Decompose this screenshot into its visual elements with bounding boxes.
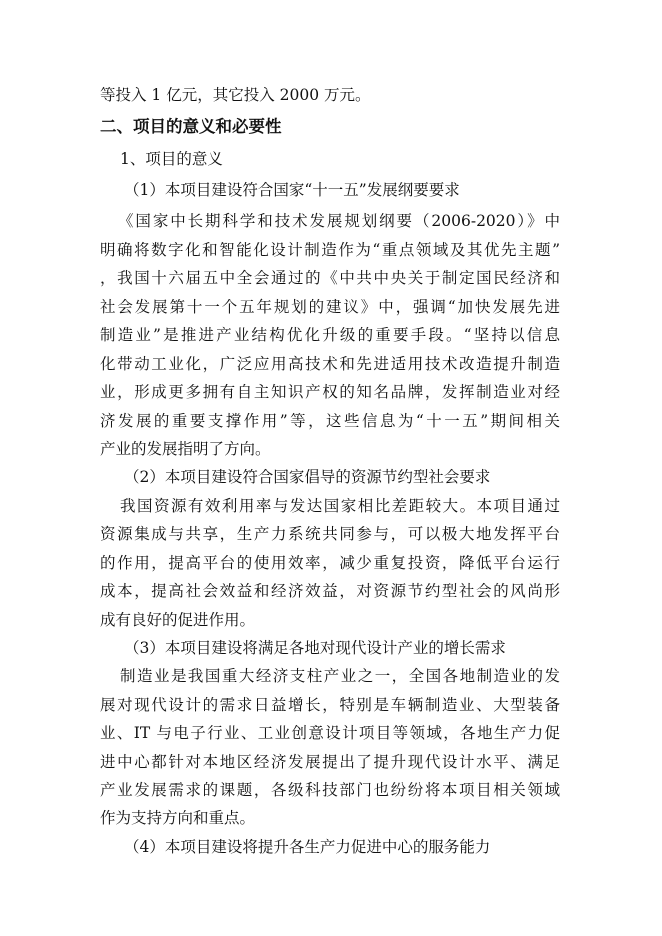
section-heading: 二、项目的意义和必要性 bbox=[100, 117, 282, 136]
item-heading-1: （1）本项目建设符合国家“十一五”发展纲要要求 bbox=[124, 181, 460, 199]
paragraph-line: 的作用，提高平台的使用效率，减少重复投资，降低平台运行 bbox=[100, 554, 560, 572]
paragraph-line: 济发展的重要支撑作用”等，这些信息为“十一五”期间相关 bbox=[100, 412, 560, 430]
paragraph-line: 成本，提高社会效益和经济效益，对资源节约型社会的风尚形 bbox=[100, 582, 560, 600]
paragraph-line: 业、IT 与电子行业、工业创意设计项目等领域，各地生产力促 bbox=[100, 724, 560, 742]
paragraph-line: 化带动工业化，广泛应用高技术和先进适用技术改造提升制造 bbox=[100, 355, 560, 373]
paragraph-line: 《国家中长期科学和技术发展规划纲要（2006-2020）》中 bbox=[118, 212, 560, 230]
paragraph-line: 明确将数字化和智能化设计制造作为“重点领域及其优先主题” bbox=[100, 241, 560, 259]
paragraph-line: 我国资源有效利用率与发达国家相比差距较大。本项目通过 bbox=[120, 497, 560, 515]
item-heading-2: （2）本项目建设符合国家倡导的资源节约型社会要求 bbox=[124, 468, 491, 486]
paragraph-line: 进中心都针对本地区经济发展提出了提升现代设计水平、满足 bbox=[100, 753, 560, 771]
paragraph-line: ，我国十六届五中全会通过的《中共中央关于制定国民经济和 bbox=[100, 269, 560, 287]
paragraph-line: 制造业”是推进产业结构优化升级的重要手段。“坚持以信息 bbox=[100, 326, 560, 344]
item-heading-4: （4）本项目建设将提升各生产力促进中心的服务能力 bbox=[124, 838, 491, 856]
paragraph-line: 展对现代设计的需求日益增长，特别是车辆制造业、大型装备 bbox=[100, 696, 560, 714]
paragraph-line: 制造业是我国重大经济支柱产业之一，全国各地制造业的发 bbox=[120, 667, 560, 685]
paragraph-line: 资源集成与共享，生产力系统共同参与，可以极大地发挥平台 bbox=[100, 525, 560, 543]
paragraph-line: 产业的发展指明了方向。 bbox=[100, 440, 271, 458]
paragraph-line: 作为支持方向和重点。 bbox=[100, 809, 256, 827]
paragraph-line: 成有良好的促进作用。 bbox=[100, 611, 256, 629]
paragraph-line: 产业发展需求的课题，各级科技部门也纷纷将本项目相关领域 bbox=[100, 781, 560, 799]
paragraph-line: 等投入 1 亿元，其它投入 2000 万元。 bbox=[100, 86, 371, 104]
item-heading-3: （3）本项目建设将满足各地对现代设计产业的增长需求 bbox=[124, 639, 506, 657]
paragraph-line: 社会发展第十一个五年规划的建议》中，强调“加快发展先进 bbox=[100, 298, 560, 316]
paragraph-line: 业，形成更多拥有自主知识产权的知名品牌，发挥制造业对经 bbox=[100, 383, 560, 401]
subsection-heading: 1、项目的意义 bbox=[120, 150, 223, 168]
